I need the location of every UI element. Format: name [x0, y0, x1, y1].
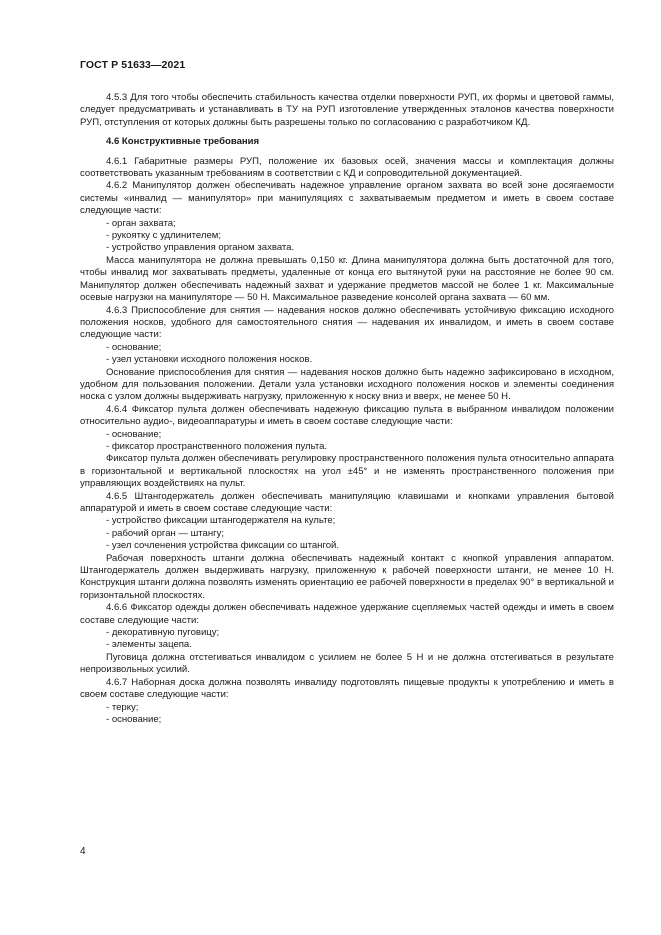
paragraph-4-6-4-adjust: Фиксатор пульта должен обеспечивать регулировку пространственного положения пульта относительно аппарата в горизонтальной и вертикальной плоскостях на угол ±45° и не изменять пространственного положения при управляющих воздействиях на пульт. [80, 453, 614, 490]
list-item: - основание; [106, 428, 162, 440]
list-4-6-7 [80, 702, 614, 727]
paragraph-4-6-2: 4.6.2 Манипулятор должен обеспечивать надежное управление органом захвата во всей зоне досягаемости системы «инвалид — манипулятор» при манипуляциях с захватываемым предметом и иметь в своем составе следующие части: [80, 180, 614, 217]
list-item: - рабочий орган — штангу; [106, 527, 225, 539]
list-4-6-5 [80, 515, 614, 552]
list-item: - элементы зацепа. [106, 639, 192, 651]
paragraph-4-6-6-button: Пуговица должна отстегиваться инвалидом с усилием не более 5 Н и не должна отстегиваться в результате непроизвольных усилий. [80, 651, 614, 676]
list-item: - устройство фиксации штангодержателя на культе; [106, 515, 336, 527]
list-item: - декоративную пуговицу; [106, 627, 220, 639]
paragraph-4-6-3-base: Основание приспособления для снятия — надевания носков должно быть надежно зафиксировано в исходном, удобном для пользования положении. Детали узла установки исходного положения носков и элементы соединения носка с узлом должны выдерживать нагрузку, приложенную к носку вниз и вверх, не менее 50 Н. [80, 366, 614, 403]
paragraph-4-6-5-surface: Рабочая поверхность штанги должна обеспечивать надежный контакт с кнопкой управления аппаратом. Штангодержатель должен выдерживать нагрузку, приложенную к рабочей поверхности штанги, не менее 10 Н. Конструкция штанги должна позволять изменять ориентацию ее рабочей поверхности в пределах 90° в вертикальной и горизонтальной плоскостях. [80, 552, 614, 601]
list-4-6-6 [80, 627, 614, 652]
paragraph-4-6-5: 4.6.5 Штангодержатель должен обеспечивать манипуляцию клавишами и кнопками управления бытовой аппаратурой и иметь в своем составе следующие части: [80, 490, 614, 514]
list-item: - узел сочленения устройства фиксации со штангой. [106, 540, 340, 552]
list-item: - терку; [106, 701, 139, 713]
list-item: - устройство управления органом захвата. [106, 242, 295, 254]
list-item: - основание; [106, 341, 162, 353]
page-number: 4 [80, 846, 86, 857]
list-item: - фиксатор пространственного положения пульта. [106, 440, 328, 452]
paragraph-4-6-1: 4.6.1 Габаритные размеры РУП, положение их базовых осей, значения массы и комплектация должны соответствовать указанным требованиям в соответствии с КД и сопроводительной документацией. [80, 155, 614, 180]
document-body [80, 92, 614, 726]
list-item: - орган захвата; [106, 217, 176, 229]
standard-header: ГОСТ Р 51633—2021 [80, 59, 186, 71]
list-4-6-4 [80, 429, 614, 454]
list-item: - узел установки исходного положения носков. [106, 354, 313, 366]
paragraph-4-6-2-mass: Масса манипулятора не должна превышать 0,150 кг. Длина манипулятора должна быть достаточной для того, чтобы инвалид мог захватывать предметы, удаленные от конца его вытянутой руки на расстояние не более 90 см. Манипулятор должен обеспечивать надежный захват и удержание предметов массой не более 1 кг. Максимальные осевые нагрузки на манипуляторе — 50 Н. Максимальное разведение консолей органа захвата — 60 мм. [80, 254, 614, 304]
list-4-6-3 [80, 342, 614, 367]
paragraph-4-5-3: 4.5.3 Для того чтобы обеспечить стабильность качества отделки поверхности РУП, их формы и цветовой гаммы, следует предусматривать и устанавливать в ТУ на РУП изготовление утвержденных эталонов качества поверхности РУП, отступления от которых должны быть разрешены только по согласованию с разработчиком КД. [80, 92, 614, 128]
section-heading-4-6: 4.6 Конструктивные требования [106, 136, 260, 148]
paragraph-4-6-4: 4.6.4 Фиксатор пульта должен обеспечивать надежную фиксацию пульта в выбранном инвалидом положении относительно аудио-, видеоаппаратуры и иметь в своем составе следующие части: [80, 403, 614, 428]
paragraph-4-6-7: 4.6.7 Наборная доска должна позволять инвалиду подготовлять пищевые продукты к употреблению и иметь в своем составе следующие части: [80, 676, 614, 701]
list-4-6-2 [80, 218, 614, 255]
paragraph-4-6-6: 4.6.6 Фиксатор одежды должен обеспечивать надежное удержание сцепляемых частей одежды и иметь в своем составе следующие части: [80, 602, 614, 626]
list-item: - основание; [106, 713, 162, 725]
paragraph-4-6-3: 4.6.3 Приспособление для снятия — надевания носков должно обеспечивать устойчивую фиксацию исходного положения носков, удобного для самостоятельного снятия — надевания их инвалидом, и иметь в своем составе следующие части: [80, 304, 614, 341]
list-item: - рукоятку с удлинителем; [106, 230, 221, 242]
